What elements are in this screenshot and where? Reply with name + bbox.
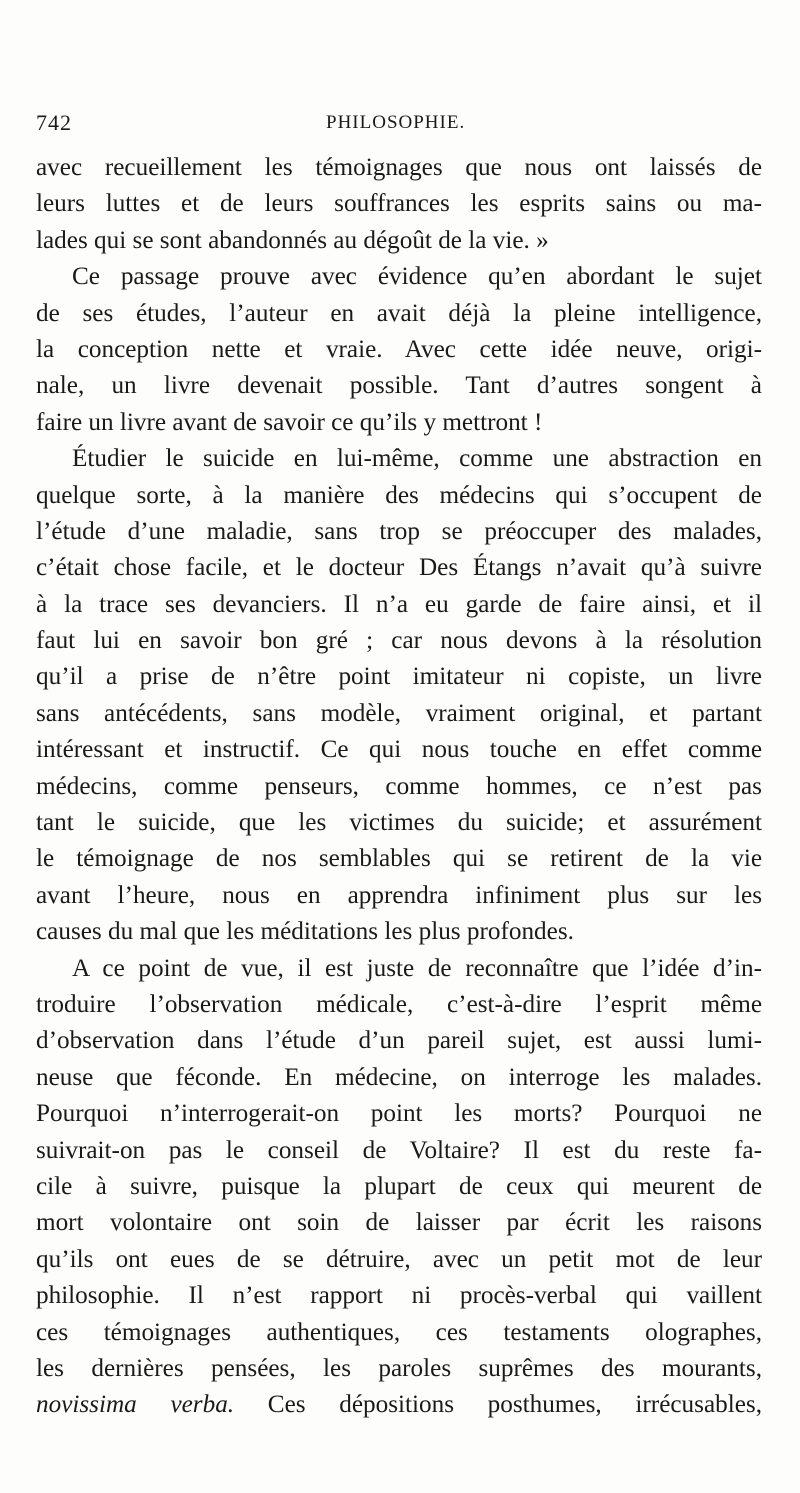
text-line: qu’ils ont eues de se détruire, avec un petit mot de leur (36, 1245, 762, 1273)
text-line: qu’il a prise de n’être point imitateur ni copiste, un livre (36, 663, 762, 691)
text-line: l’étude d’une maladie, sans trop se préoccuper des malades, (36, 517, 762, 545)
text-line: intéressant et instructif. Ce qui nous touche en effet comme (36, 736, 762, 764)
text-line: d’observation dans l’étude d’un pareil sujet, est aussi lumi- (36, 1027, 762, 1055)
text-line: la conception nette et vraie. Avec cette idée neuve, origi- (36, 335, 762, 363)
text-line: à la trace ses devanciers. Il n’a eu garde de faire ainsi, et il (36, 590, 762, 618)
text-line: philosophie. Il n’est rapport ni procès-verbal qui vaillent (36, 1282, 762, 1310)
text-line: tant le suicide, que les victimes du suicide; et assurément (36, 809, 762, 837)
text-line: cile à suivre, puisque la plupart de ceux qui meurent de (36, 1172, 762, 1200)
text-line: de ses études, l’auteur en avait déjà la pleine intelligence, (36, 299, 762, 327)
text-line: neuse que féconde. En médecine, on interroge les malades. (36, 1063, 762, 1091)
text-line: médecins, comme penseurs, comme hommes, ce n’est pas (36, 772, 762, 800)
text-line: mort volontaire ont soin de laisser par écrit les raisons (36, 1209, 762, 1237)
page-header (36, 110, 760, 140)
text-line-final (36, 1387, 762, 1423)
text-line: nale, un livre devenait possible. Tant d’autres songent à (36, 372, 762, 400)
text-line: Pourquoi n’interrogerait-on point les morts? Pourquoi ne (36, 1100, 762, 1128)
running-head: PHILOSOPHIE. (326, 112, 466, 133)
text-line: A ce point de vue, il est juste de reconnaître que l’idée d’in- (72, 954, 762, 982)
text-line: troduire l’observation médicale, c’est-à-dire l’esprit même (36, 990, 762, 1018)
text-line: Ce passage prouve avec évidence qu’en abordant le sujet (72, 263, 762, 291)
text-line: causes du mal que les méditations les plus profondes. (36, 918, 574, 946)
text-line: lades qui se sont abandonnés au dégoût de la vie. » (36, 226, 549, 254)
body-text (36, 150, 762, 1424)
text-line: avant l’heure, nous en apprendra infiniment plus sur les (36, 881, 762, 909)
page-number: 742 (36, 110, 72, 135)
text-line: quelque sorte, à la manière des médecins qui s’occupent de (36, 481, 762, 509)
text-line: c’était chose facile, et le docteur Des Étangs n’avait qu’à suivre (36, 554, 762, 582)
text-line: avec recueillement les témoignages que nous ont laissés de (36, 154, 762, 181)
text-line: leurs luttes et de leurs souffrances les esprits sains ou ma- (36, 190, 762, 218)
text-line-final-rest: Ces dépositions posthumes, irrécusables, (234, 1391, 762, 1419)
text-line: Étudier le suicide en lui-même, comme une abstraction en (72, 445, 762, 473)
text-line: faut lui en savoir bon gré ; car nous devons à la résolution (36, 627, 762, 655)
text-line: suivrait-on pas le conseil de Voltaire? Il est du reste fa- (36, 1136, 762, 1164)
latin-phrase: novissima verba. (36, 1391, 235, 1419)
text-line: faire un livre avant de savoir ce qu’ils y mettront ! (36, 408, 543, 436)
text-line: le témoignage de nos semblables qui se retirent de la vie (36, 845, 762, 873)
text-line: les dernières pensées, les paroles suprêmes des mourants, (36, 1354, 762, 1382)
text-line: sans antécédents, sans modèle, vraiment original, et partant (36, 699, 762, 727)
text-line: ces témoignages authentiques, ces testaments olographes, (36, 1318, 762, 1346)
